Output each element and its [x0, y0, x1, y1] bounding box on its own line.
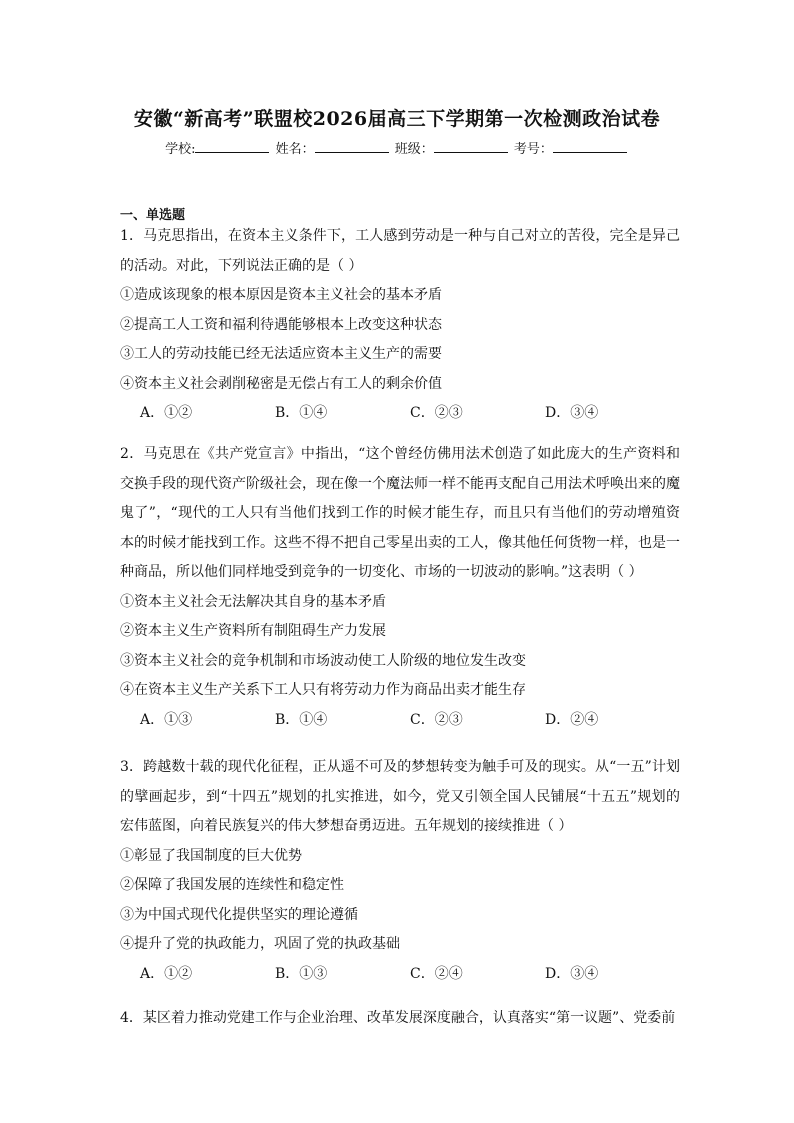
choice-b: B．①③	[275, 965, 328, 982]
question-3	[120, 753, 680, 989]
exam-number-blank	[553, 140, 627, 153]
school-label: 学校:	[165, 142, 196, 157]
choice-c: C．②④	[410, 965, 463, 982]
statement-option: ④在资本主义生产关系下工人只有将劳动力作为商品出卖才能生存	[120, 682, 526, 698]
class-label: 班级：	[394, 142, 434, 157]
choice-a: A．①②	[140, 965, 193, 982]
question-4	[120, 1004, 680, 1034]
statement-option: ②提高工人工资和福利待遇能够根本上改变这种状态	[120, 316, 442, 333]
answer-choices	[120, 399, 680, 429]
exam-number-label: 考号：	[513, 142, 553, 157]
statement-option: ③工人的劳动技能已经无法适应资本主义生产的需要	[120, 346, 442, 362]
choice-d: D．③④	[545, 405, 599, 421]
question-stem: 3．跨越数十载的现代化征程，正从遥不可及的梦想转变为触手可及的现实。从“一五”计划的擘画起步，到“十四五”规划的扎实推进，如今，党又引领全国人民铺展“十五五”规划的宏伟蓝图，向着民族复兴的伟大梦想奋勇迈进。五年规划的接续推进（ ）	[120, 759, 680, 834]
answer-choices	[120, 960, 680, 990]
choice-d: D．③④	[545, 965, 599, 982]
class-blank	[434, 140, 508, 153]
question-stem: 4．某区着力推动党建工作与企业治理、改革发展深度融合，认真落实“第一议题”、党委前	[120, 1010, 676, 1026]
student-info-line	[0, 138, 794, 157]
statement-option: ①资本主义社会无法解决其自身的基本矛盾	[120, 593, 386, 610]
answer-choices	[120, 706, 680, 736]
choice-a: A．①③	[140, 711, 193, 728]
statement-option: ④提升了党的执政能力，巩固了党的执政基础	[120, 936, 400, 952]
statement-option: ③资本主义社会的竞争机制和市场波动使工人阶级的地位发生改变	[120, 652, 526, 669]
section-title: 一、单选题	[120, 208, 186, 223]
question-1	[120, 222, 680, 429]
statement-option: ①造成该现象的根本原因是资本主义社会的基本矛盾	[120, 287, 442, 303]
choice-a: A．①②	[140, 405, 193, 421]
exam-title: 安徽“新高考”联盟校2026届高三下学期第一次检测政治试卷	[133, 108, 661, 130]
choice-b: B．①④	[275, 405, 328, 421]
statement-option: ④资本主义社会剥削秘密是无偿占有工人的剩余价值	[120, 375, 442, 392]
choice-c: C．②③	[410, 711, 463, 728]
question-stem: 2．马克思在《共产党宣言》中指出，“这个曾经仿佛用法术创造了如此庞大的生产资料和交换手段的现代资产阶级社会，现在像一个魔法师一样不能再支配自己用法术呼唤出来的魔鬼了”，“现代的工人只有当他们找到工作的时候才能生存，而且只有当他们的劳动增殖资本的时候才能找到工作。这些不得不把自己零星出卖的工人，像其他任何货物一样，也是一种商品，所以他们同样地受到竞争的一切变化、市场的一切波动的影响。”这表明（ ）	[120, 446, 680, 580]
question-2	[120, 440, 680, 735]
choice-b: B．①④	[275, 711, 328, 728]
name-label: 姓名：	[275, 142, 315, 157]
choice-c: C．②③	[410, 405, 463, 421]
name-blank	[315, 140, 389, 153]
statement-option: ①彰显了我国制度的巨大优势	[120, 847, 302, 864]
statement-option: ②资本主义生产资料所有制阻碍生产力发展	[120, 623, 386, 639]
choice-d: D．②④	[545, 711, 599, 728]
school-blank	[195, 140, 269, 153]
question-stem: 1．马克思指出，在资本主义条件下，工人感到劳动是一种与自己对立的苦役，完全是异己的活动。对此，下列说法正确的是（ ）	[120, 228, 680, 274]
statement-option: ③为中国式现代化提供坚实的理论遵循	[120, 906, 358, 923]
statement-option: ②保障了我国发展的连续性和稳定性	[120, 877, 344, 893]
